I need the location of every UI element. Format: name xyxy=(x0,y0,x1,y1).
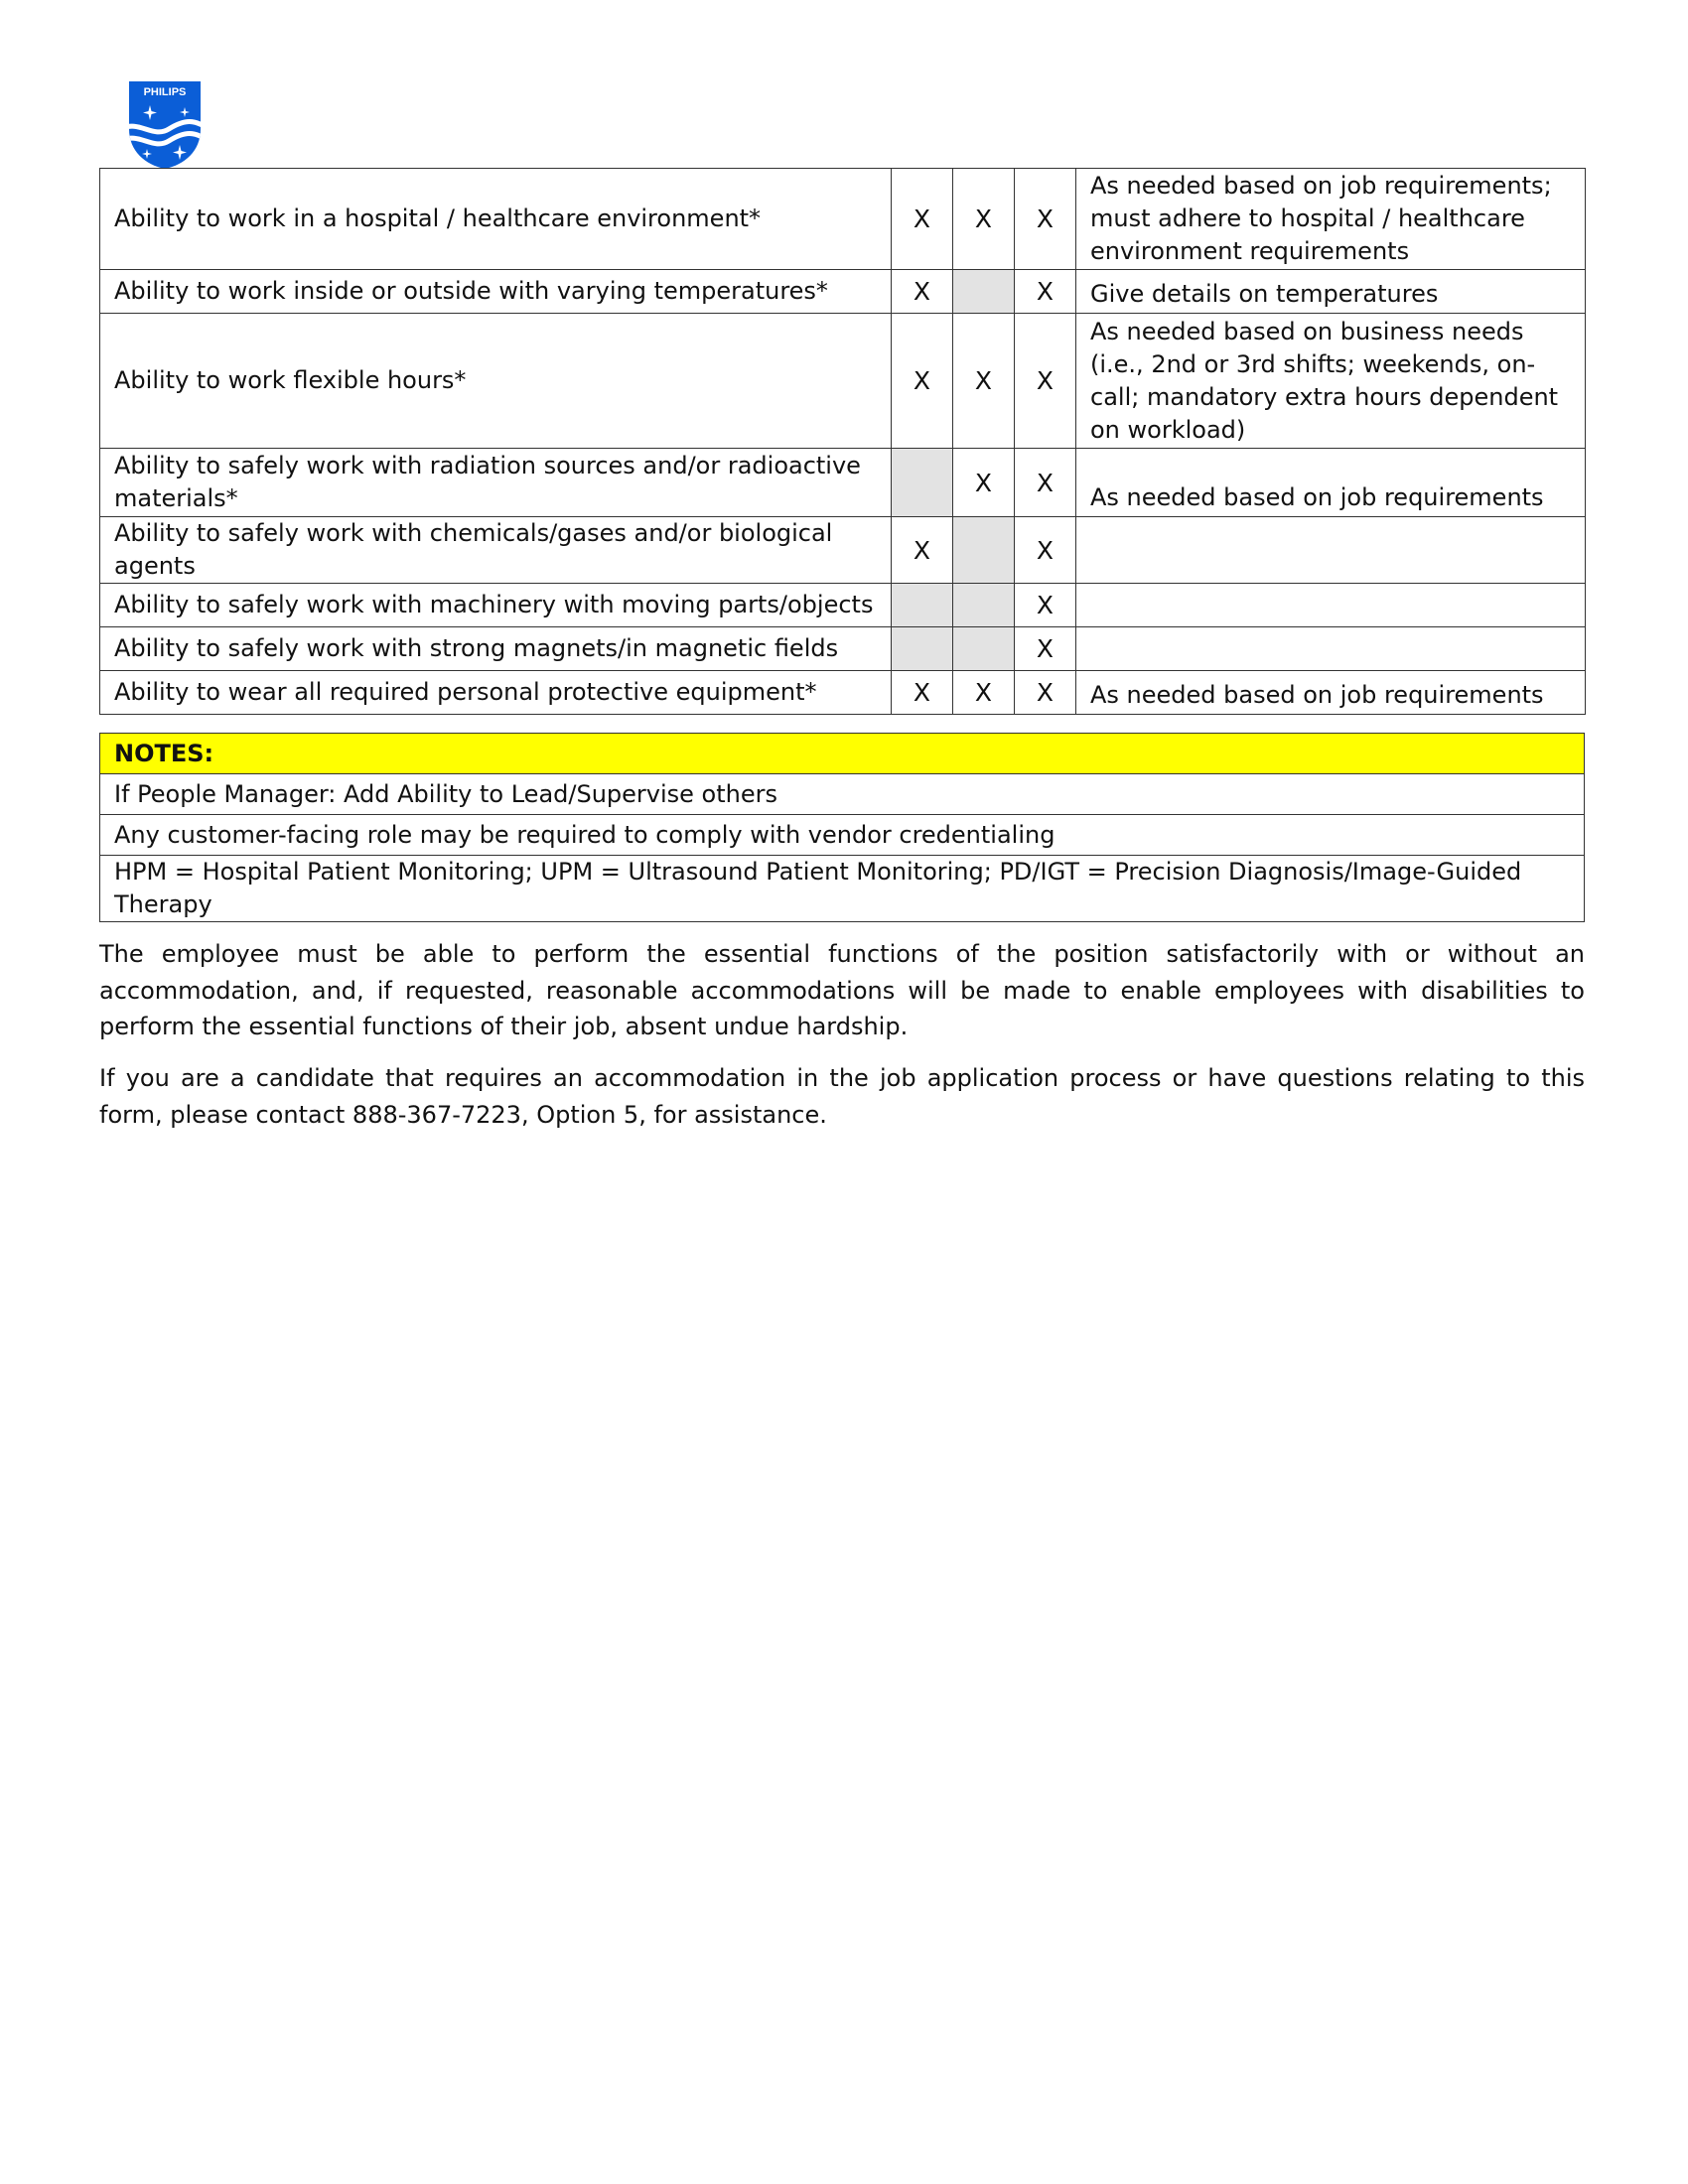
hpm-cell: X xyxy=(892,169,953,270)
pd-igt-cell: X xyxy=(1015,270,1076,314)
notes-item: If People Manager: Add Ability to Lead/Supervise others xyxy=(100,774,1585,815)
requirement-note: As needed based on job requirements; must adhere to hospital / healthcare environment requirements xyxy=(1076,169,1586,270)
upm-cell xyxy=(953,584,1015,627)
hpm-cell: X xyxy=(892,671,953,715)
hpm-cell: X xyxy=(892,517,953,584)
pd-igt-cell: X xyxy=(1015,627,1076,671)
requirement-note xyxy=(1076,584,1586,627)
notes-table xyxy=(99,733,1585,922)
upm-cell: X xyxy=(953,449,1015,517)
notes-item: HPM = Hospital Patient Monitoring; UPM = Ultrasound Patient Monitoring; PD/IGT = Precision Diagnosis/Image-Guided Therapy xyxy=(100,856,1585,922)
requirement-row xyxy=(100,671,1586,715)
ability-cell: Ability to wear all required personal protective equipment* xyxy=(100,671,892,715)
notes-header: NOTES: xyxy=(100,734,1585,774)
requirement-row xyxy=(100,270,1586,314)
pd-igt-cell: X xyxy=(1015,314,1076,449)
philips-logo xyxy=(125,77,205,172)
ability-cell: Ability to safely work with machinery with moving parts/objects xyxy=(100,584,892,627)
requirements-table xyxy=(99,168,1586,715)
requirement-row xyxy=(100,169,1586,270)
ability-cell: Ability to work in a hospital / healthcare environment* xyxy=(100,169,892,270)
requirement-row xyxy=(100,449,1586,517)
ability-cell: Ability to safely work with radiation sources and/or radioactive materials* xyxy=(100,449,892,517)
ability-cell: Ability to work flexible hours* xyxy=(100,314,892,449)
requirement-note: As needed based on job requirements xyxy=(1076,449,1586,517)
notes-item: Any customer-facing role may be required to comply with vendor credentialing xyxy=(100,815,1585,856)
requirement-row xyxy=(100,517,1586,584)
requirement-row xyxy=(100,584,1586,627)
ability-cell: Ability to work inside or outside with varying temperatures* xyxy=(100,270,892,314)
logo-wordmark: PHILIPS xyxy=(143,86,187,98)
accommodation-paragraph: The employee must be able to perform the essential functions of the position satisfactorily with or without an accommodation, and, if requested, reasonable accommodations will be made to enable employees with disabilities to perform the essential functions of their job, absent undue hardship. xyxy=(99,940,1585,1040)
requirement-row xyxy=(100,627,1586,671)
hpm-cell xyxy=(892,627,953,671)
upm-cell xyxy=(953,627,1015,671)
contact-paragraph: If you are a candidate that requires an accommodation in the job application process or have questions relating to this form, please contact 888-367-7223, Option 5, for assistance. xyxy=(99,1064,1585,1129)
upm-cell: X xyxy=(953,169,1015,270)
hpm-cell xyxy=(892,449,953,517)
hpm-cell: X xyxy=(892,314,953,449)
ability-cell: Ability to safely work with strong magnets/in magnetic fields xyxy=(100,627,892,671)
pd-igt-cell: X xyxy=(1015,671,1076,715)
hpm-cell xyxy=(892,584,953,627)
requirement-note xyxy=(1076,517,1586,584)
upm-cell xyxy=(953,270,1015,314)
requirement-note: As needed based on job requirements xyxy=(1076,671,1586,715)
pd-igt-cell: X xyxy=(1015,169,1076,270)
pd-igt-cell: X xyxy=(1015,517,1076,584)
requirement-note xyxy=(1076,627,1586,671)
requirement-note: As needed based on business needs (i.e., 2nd or 3rd shifts; weekends, on-call; mandatory extra hours dependent on workload) xyxy=(1076,314,1586,449)
ability-cell: Ability to safely work with chemicals/gases and/or biological agents xyxy=(100,517,892,584)
upm-cell xyxy=(953,517,1015,584)
pd-igt-cell: X xyxy=(1015,449,1076,517)
hpm-cell: X xyxy=(892,270,953,314)
upm-cell: X xyxy=(953,671,1015,715)
requirement-row xyxy=(100,314,1586,449)
requirement-note: Give details on temperatures xyxy=(1076,270,1586,314)
upm-cell: X xyxy=(953,314,1015,449)
pd-igt-cell: X xyxy=(1015,584,1076,627)
